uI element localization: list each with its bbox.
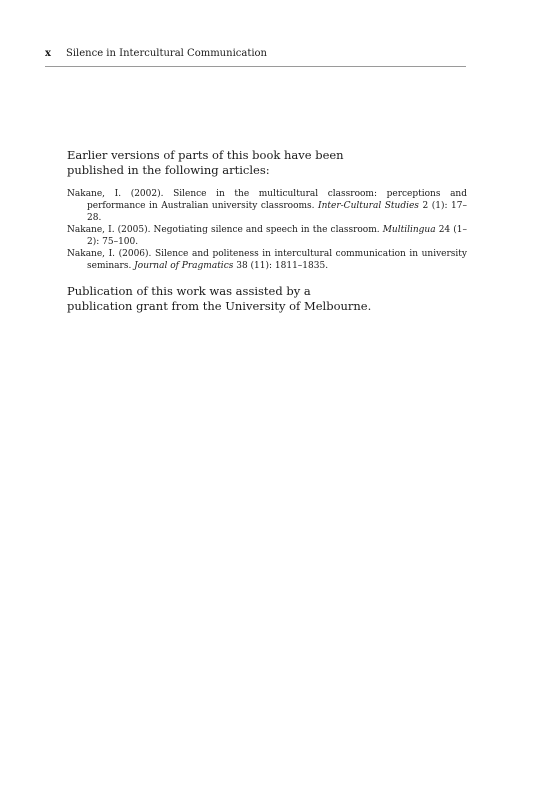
page-number: x: [45, 48, 51, 59]
reference-text: Nakane, I. (2002). Silence in the multicultural classroom: perceptions and performance in Australian university classrooms.: [67, 189, 467, 211]
page-body: [67, 148, 467, 314]
header-rule: [45, 66, 466, 67]
journal-title: Journal of Pragmatics: [134, 261, 234, 271]
reference-list: [67, 188, 467, 272]
reference-text: Nakane, I. (2006). Silence and politeness in intercultural communication in university seminars.: [67, 249, 467, 271]
reference-item: [67, 224, 467, 248]
journal-title: Multilingua: [382, 225, 436, 235]
running-title: Silence in Intercultural Communication: [66, 48, 268, 59]
reference-text: Nakane, I. (2005). Negotiating silence and speech in the classroom.: [67, 225, 383, 235]
reference-item: [67, 248, 467, 272]
journal-title: Inter-Cultural Studies: [318, 201, 419, 211]
running-head: [45, 47, 466, 63]
acknowledgement-paragraph: Publication of this work was assisted by a publication grant from the University of Melbourne.: [67, 284, 372, 313]
reference-citation: 2 (1): 17–28.: [87, 201, 467, 223]
intro-paragraph: Earlier versions of parts of this book have been published in the following articles:: [67, 148, 344, 177]
reference-citation: 24 (1–2): 75–100.: [87, 225, 467, 247]
reference-item: [67, 188, 467, 224]
reference-citation: 38 (11): 1811–1835.: [233, 261, 329, 271]
